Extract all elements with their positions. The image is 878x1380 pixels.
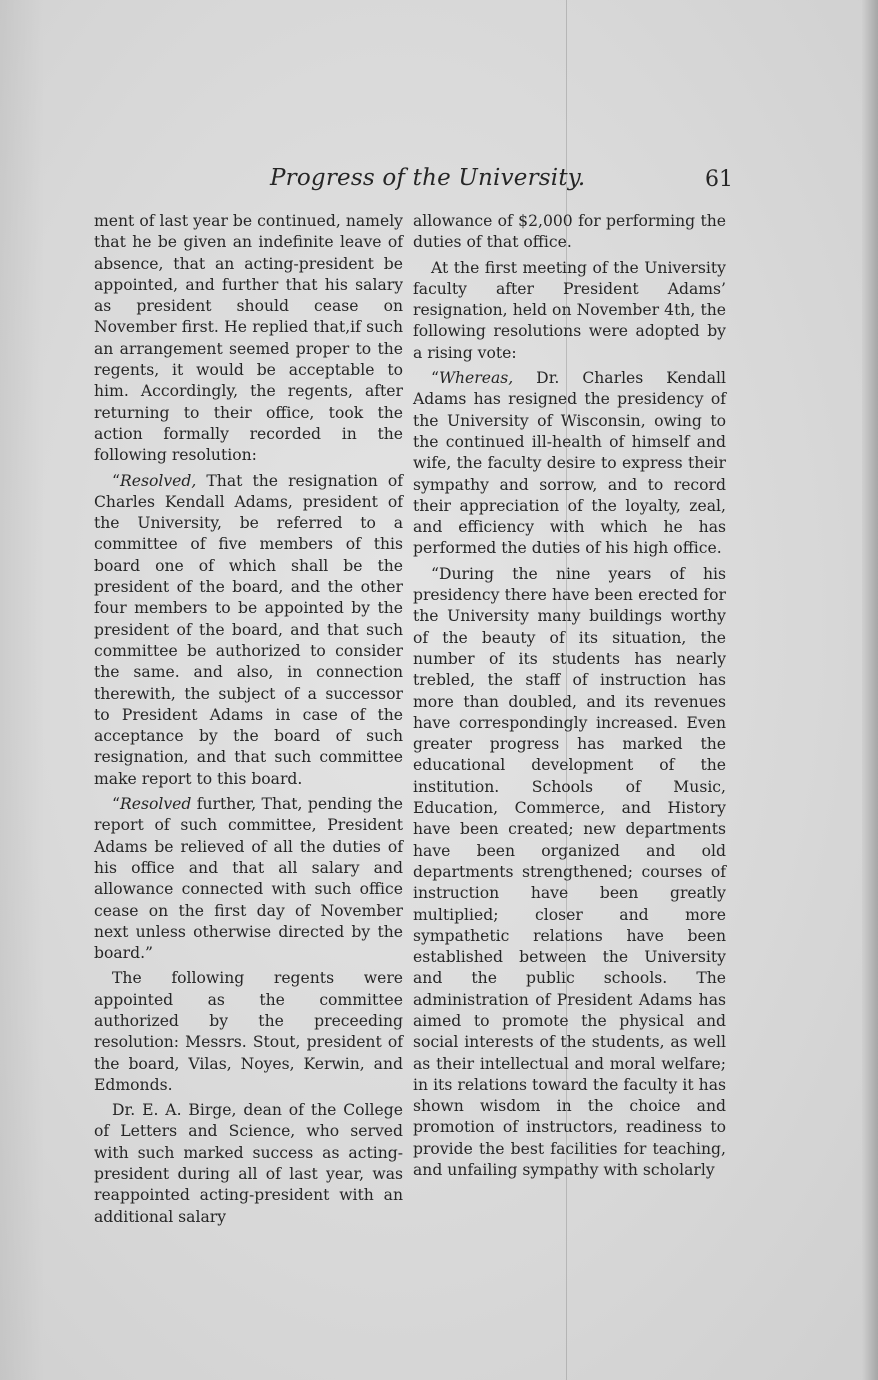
open-quote: “ — [112, 795, 120, 814]
whereas-lead: Whereas, — [438, 369, 514, 388]
open-quote: “ — [112, 471, 120, 490]
paragraph: At the first meeting of the University faculty after President Adams’ resignation, held on November 4th, the following resolutions were adopted by a rising vote: — [413, 258, 726, 362]
resolved-lead: Resolved — [119, 795, 192, 814]
paragraph-resolution-1 — [94, 471, 403, 790]
whereas-text: Dr. Charles Kendall Adams has resigned the presidency of the University of Wisconsin, owing to the continued ill-health of himself and wife, the faculty desire to express their sympathy and sorrow, and to record their appreciation of the loyalty, zeal, and efficiency with which he has performed the duties of his high office. — [413, 369, 726, 558]
paragraph: Dr. E. A. Birge, dean of the College of Letters and Science, who served with such marked success as acting-president during all of last year, was reappointed acting-president with an additional salary — [94, 1101, 403, 1226]
paragraph: ment of last year be continued, namely that he be given an indefinite leave of absence, that an acting-president be appointed, and further that his salary as president should cease on November first. He replied that,if such an arrangement seemed proper to the regents, it would be acceptable to him. Accordingly, the regents, after returning to their office, took the action formally recorded in the following resolution: — [94, 212, 403, 465]
paragraph-whereas — [413, 368, 726, 560]
page-binding-edge — [862, 0, 878, 1380]
page-shadow — [0, 0, 45, 1380]
resolution-text: further, That, pending the report of such committee, President Adams be relieved of all the duties of his office and that all salary and allowance connected with such office cease on the first day of November next unless otherwise directed by the board.” — [94, 795, 403, 963]
running-head: Progress of the University. — [270, 165, 586, 191]
resolution-text: That the resignation of Charles Kendall Adams, president of the University, be referred to a committee of five members of this board one of which shall be the president of the board, and the other four members to be appointed by the president of the board, and that such committee be authorized to consider the same. and also, in connection therewith, the subject of a successor to President Adams in case of the acceptance by the board of such resignation, and that such committee make report to this board. — [94, 471, 403, 788]
page-number: 61 — [705, 167, 733, 192]
paragraph: allowance of $2,000 for performing the duties of that office. — [413, 212, 726, 252]
open-quote: “ — [431, 369, 439, 388]
resolved-lead: Resolved, — [119, 471, 197, 490]
left-column — [94, 211, 403, 1232]
right-column — [413, 211, 726, 1185]
paragraph-resolution-2 — [94, 794, 403, 964]
paragraph: The following regents were appointed as the committee authorized by the preceeding resolution: Messrs. Stout, president of the board, Vilas, Noyes, Kerwin, and Edmonds. — [94, 969, 403, 1094]
paragraph: “During the nine years of his presidency there have been erected for the University many buildings worthy of the beauty of its situation, the number of its students has nearly trebled, the staff of instruction has more than doubled, and its revenues have correspondingly increased. Even greater progress has marked the educational development of the institution. Schools of Music, Education, Commerce, and History have been created; new departments have been organized and old departments strengthened; courses of instruction have been greatly multiplied; closer and more sympathetic relations have been established between the University and the public schools. The administration of President Adams has aimed to promote the physical and social interests of the students, as well as their intellectual and moral welfare; in its relations toward the faculty it has shown wisdom in the choice and promotion of instructors, readiness to provide the best facilities for teaching, and unfailing sympathy with scholarly — [413, 564, 726, 1180]
